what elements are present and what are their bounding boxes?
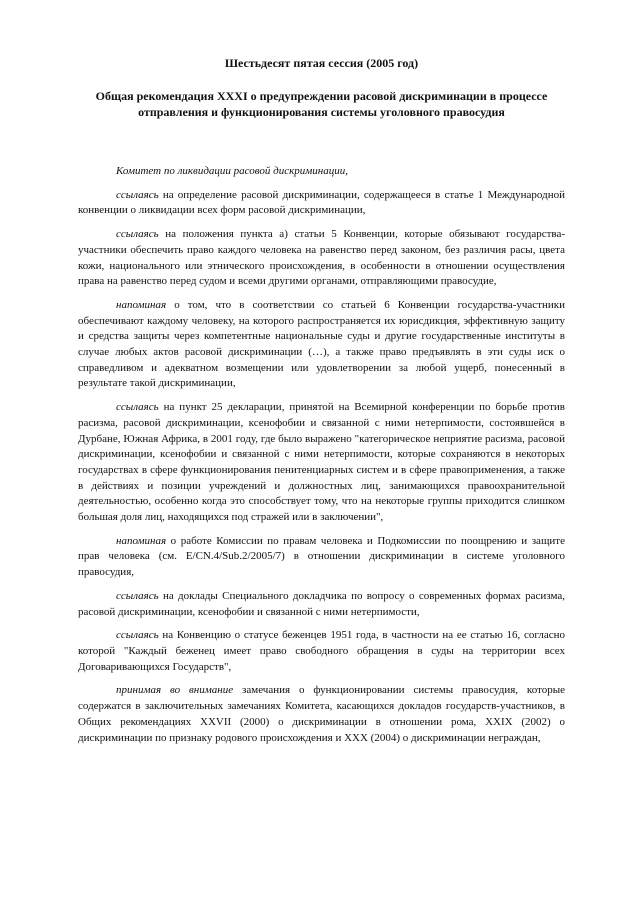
committee-line: Комитет по ликвидации расовой дискриминации, <box>116 165 348 177</box>
paragraph-lead-phrase: ссылаясь <box>116 629 159 642</box>
paragraph-text: на пункт 25 декларации, принятой на Всемирной конференции по борьбе против расизма, расовой дискриминации, ксенофобии и связанной с ними нетерпимости, состоявшейся в Дурбане, Южная Африка, в 2001 году, где было выражено "категорическое неприятие расизма, расовой дискриминации, ксенофобии и связанной с ними нетерпимости, которые сохраняются в некоторых государствах в сфере функционирования пенитенциарных систем и в сфере правоприменения, а также в действиях и позиции учреждений и должностных лиц, занимающихся правоохранительной деятельностью, особенно когда это способствует тому, что на некоторые группы приходится слишком большая доля лиц, находящихся под стражей или в заключении", <box>78 401 565 524</box>
paragraph-text: о том, что в соответствии со статьей 6 Конвенции государства-участники обеспечивают каждому человеку, на которого распространяется их юрисдикция, эффективную защиту и средства защиты через компетентные национальные суды и другие государственные институты в случае любых актов расовой дискриминации (…), а также право предъявлять в эти суды иск о справедливом и адекватном возмещении или удовлетворении за любой ущерб, понесенный в результате такой дискриминации, <box>78 298 565 390</box>
paragraph-text: на определение расовой дискриминации, содержащееся в статье 1 Международной конвенции о ликвидации всех форм расовой дискриминации, <box>78 188 565 217</box>
paragraph-text: о работе Комиссии по правам человека и Подкомиссии по поощрению и защите прав человека (см. E/CN.4/Sub.2/2005/7) в отношении дискриминации в системе уголовного правосудия, <box>78 534 565 579</box>
paragraph-lead-phrase: напоминая <box>116 534 167 547</box>
document-title: Общая рекомендация XXXI о предупреждении расовой дискриминации в процессе отправления и функционирования системы уголовного правосудия <box>95 89 548 119</box>
paragraph-text: замечания о функционировании системы правосудия, которые содержатся в заключительных замечаниях Комитета, касающихся докладов государств-участников, в Общих рекомендациях XXVII (2000) о дискриминации в отношении рома, XXIX (2002) о дискриминации по признаку родового происхождения и XXX (2004) о дискриминации неграждан, <box>78 684 565 744</box>
preamble-paragraph <box>78 188 565 219</box>
preamble-paragraph <box>78 589 565 620</box>
paragraph-lead-phrase: ссылаясь <box>116 589 159 602</box>
preamble-paragraph <box>78 400 565 526</box>
paragraph-lead-phrase: ссылаясь <box>116 188 159 201</box>
preamble-paragraphs <box>78 188 565 747</box>
paragraph-lead-phrase: напоминая <box>116 298 167 311</box>
paragraph-lead-phrase: ссылаясь <box>116 228 159 241</box>
paragraph-text: на Конвенцию о статусе беженцев 1951 года, в частности на ее статью 16, согласно которой "Каждый беженец имеет право свободного обращения в суды на территории всех Договаривающихся Государств", <box>78 629 565 673</box>
paragraph-lead-phrase: ссылаясь <box>116 401 159 414</box>
paragraph-text: на положения пункта а) статьи 5 Конвенции, которые обязывают государства-участники обеспечить право каждого человека на равенство перед законом, без различия расы, цвета кожи, национального или этнического происхождения, в особенности в отношении осуществления права на равенство перед судом и всеми другими органами, отправляющими правосудие, <box>78 228 565 288</box>
preamble-paragraph <box>78 227 565 290</box>
preamble-paragraph <box>78 628 565 675</box>
paragraph-text: на доклады Специального докладчика по вопросу о современных формах расизма, расовой дискриминации, ксенофобии и связанной с ними нетерпимости, <box>78 589 565 618</box>
preamble-paragraph <box>78 683 565 746</box>
preamble-paragraph <box>78 298 565 392</box>
preamble-paragraph <box>78 534 565 581</box>
paragraph-lead-phrase: принимая во внимание <box>116 684 234 697</box>
session-heading: Шестьдесят пятая сессия (2005 год) <box>224 56 419 70</box>
